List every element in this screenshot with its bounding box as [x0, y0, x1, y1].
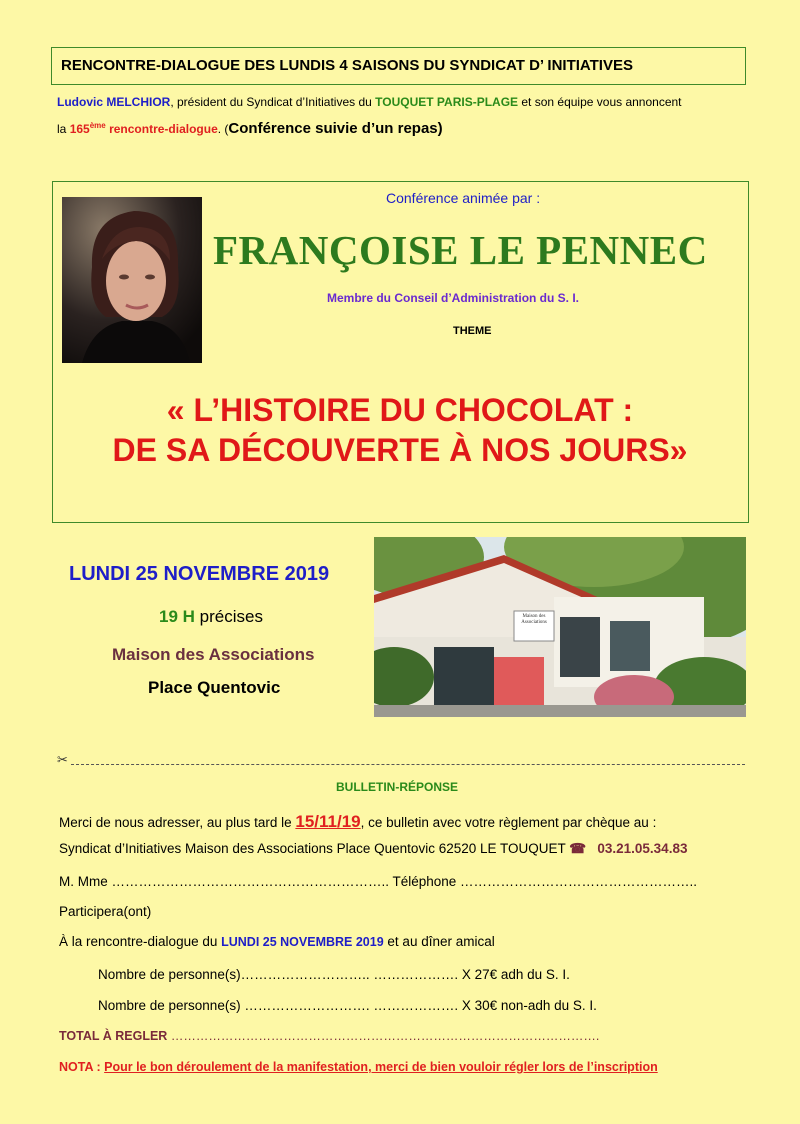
edition-text: rencontre-dialogue: [105, 122, 218, 136]
event-hour: [159, 607, 263, 627]
edition-sup: ème: [89, 121, 106, 130]
rencontre-start: À la rencontre-dialogue du: [59, 934, 222, 949]
form-line-adh[interactable]: Nombre de personne(s)……………………….. ………………. X 27€ adh du S. I.: [98, 967, 570, 982]
conference-animee-par: Conférence animée par :: [386, 190, 541, 206]
form-rencontre: [59, 934, 495, 949]
speaker-name: FRANÇOISE LE PENNEC: [213, 227, 708, 273]
form-total[interactable]: [59, 1029, 599, 1043]
form-line-nonadh[interactable]: Nombre de personne(s) ………………………. ………………. X 30€ non-adh du S. I.: [98, 998, 597, 1013]
event-hour-value: 19 H: [159, 607, 195, 626]
cut-line: [57, 752, 745, 771]
meal-note: Conférence suivie d’un repas): [228, 120, 443, 137]
speaker-role: Membre du Conseil d’Administration du S. I.: [327, 291, 580, 305]
rencontre-date: LUNDI 25 NOVEMBRE 2019: [221, 935, 384, 949]
intro-text: , président du Syndicat d’Initiatives du: [170, 95, 376, 109]
rencontre-end: et au dîner amical: [383, 934, 495, 949]
form-intro-start: Merci de nous adresser, au plus tard le: [59, 815, 296, 830]
header-title: RENCONTRE-DIALOGUE DES LUNDIS 4 SAISONS DU SYNDICAT D’ INITIATIVES: [61, 57, 633, 74]
event-venue: Maison des Associations: [112, 645, 315, 664]
form-intro-end: , ce bulletin avec votre règlement par chèque au :: [360, 815, 657, 830]
form-nota: [59, 1060, 658, 1074]
total-dots: ………………………………………………………………………………………….: [167, 1029, 600, 1043]
form-participera: Participera(ont): [59, 904, 152, 919]
edition-number: 165: [69, 122, 90, 136]
intro-text-end: et son équipe vous annoncent: [518, 95, 682, 109]
phone-icon: ☎: [569, 841, 587, 856]
event-date: LUNDI 25 NOVEMBRE 2019: [69, 563, 330, 585]
scissors-icon: ✂: [57, 752, 68, 767]
intro-text: la: [57, 122, 70, 136]
form-name-line[interactable]: M. Mme …………………………………………………….. Téléphone ……………………………………………..: [59, 874, 698, 889]
dashed-divider: [71, 764, 745, 765]
topic-line-2: DE SA DÉCOUVERTE À NOS JOURS»: [112, 432, 688, 468]
speaker-portrait: [62, 197, 202, 363]
town-name: TOUQUET PARIS-PLAGE: [375, 95, 519, 109]
nota-text: Pour le bon déroulement de la manifestation, merci de bien vouloir régler lors de l’inscription: [104, 1060, 658, 1074]
event-hour-suffix: précises: [194, 607, 263, 626]
nota-label: NOTA :: [59, 1060, 105, 1074]
theme-label: THEME: [453, 325, 492, 337]
total-label: TOTAL À REGLER: [59, 1029, 168, 1043]
form-address: [59, 841, 687, 857]
intro-text: . (: [217, 122, 229, 136]
phone-number: 03.21.05.34.83: [597, 841, 688, 856]
intro-line-1: [57, 95, 682, 109]
deadline: 15/11/19: [295, 812, 361, 831]
venue-photo: [374, 537, 746, 717]
form-intro: [59, 812, 656, 832]
president-name: Ludovic MELCHIOR: [57, 95, 171, 109]
event-address: Place Quentovic: [148, 678, 281, 697]
topic-line-1: « L’HISTOIRE DU CHOCOLAT :: [166, 392, 634, 428]
intro-line-2: [57, 120, 443, 137]
form-title: BULLETIN-RÉPONSE: [336, 780, 459, 794]
building-sign: Maison des Associations: [521, 614, 547, 625]
address-text: Syndicat d’Initiatives Maison des Associations Place Quentovic 62520 LE TOUQUET: [59, 841, 566, 856]
